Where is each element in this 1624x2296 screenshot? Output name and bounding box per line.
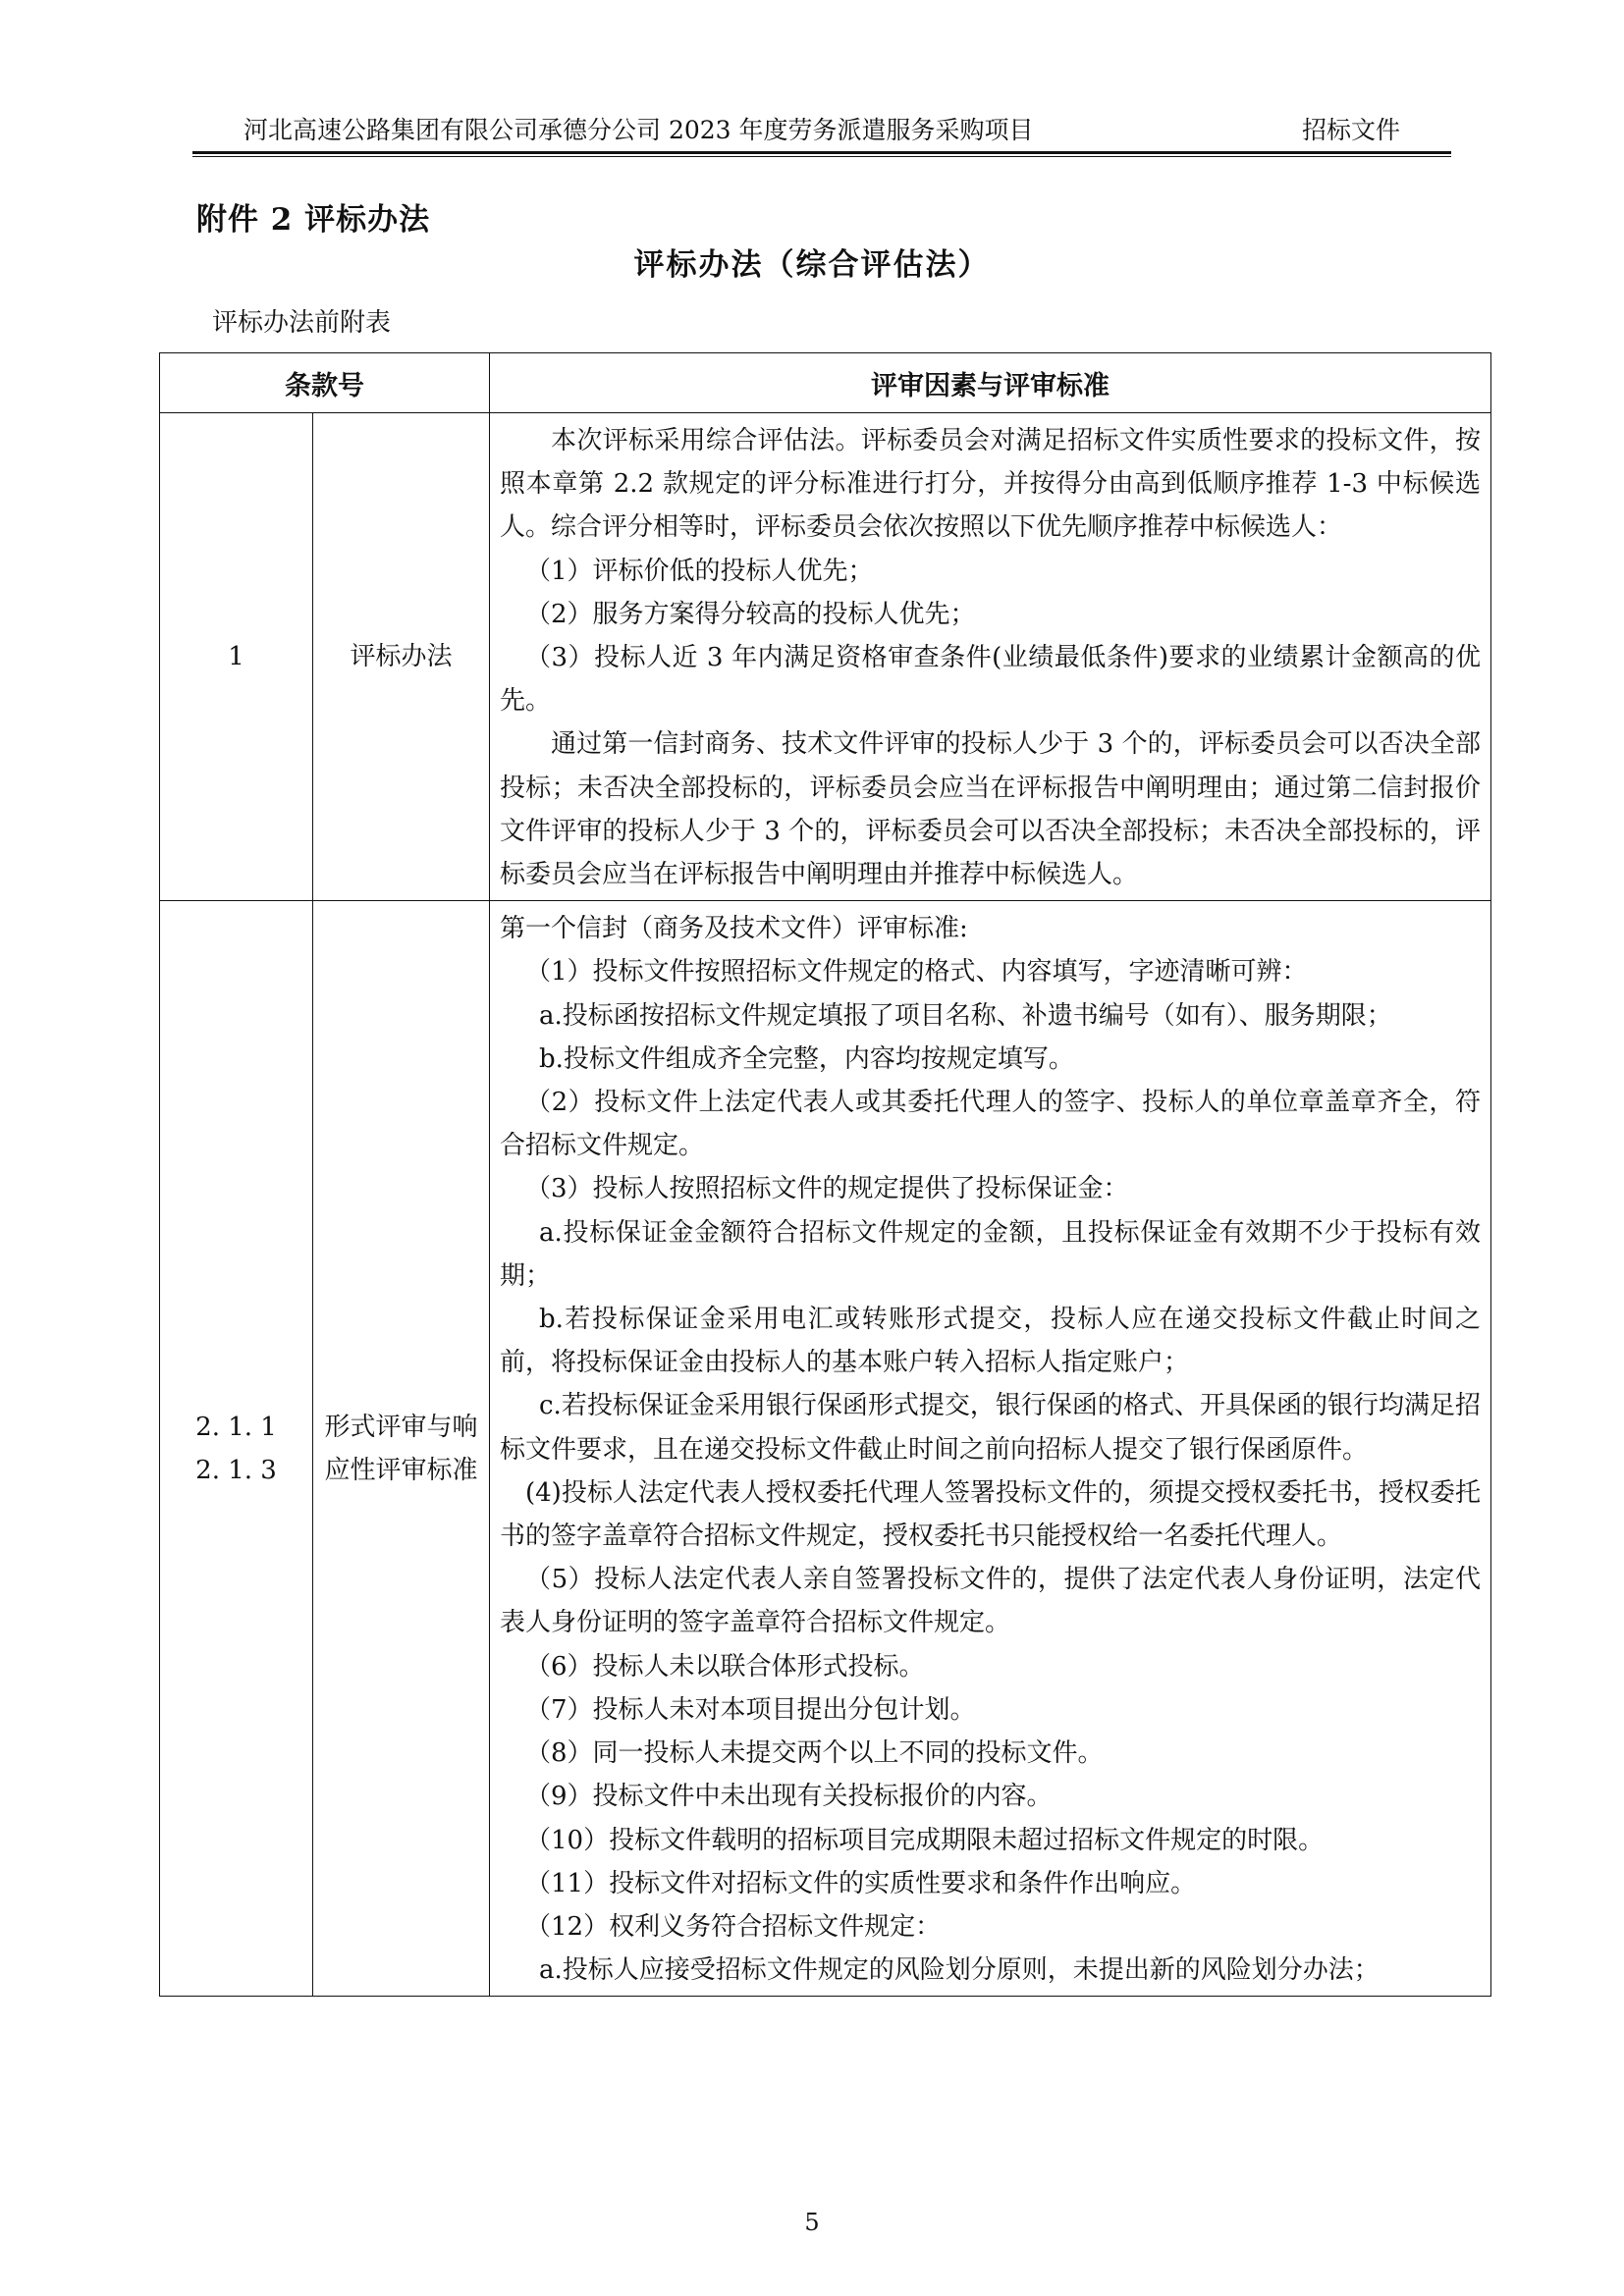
page-number: 5 [804, 2209, 820, 2236]
criteria-paragraph: 通过第一信封商务、技术文件评审的投标人少于 3 个的，评标委员会可以否决全部投标；未否决全部投标的，评标委员会应当在评标报告中阐明理由；通过第二信封报价文件评审的投标人少于 3 个的，评标委员会可以否决全部投标；未否决全部投标的，评标委员会应当在评标报告中阐明理由并推荐中标候选人。 [500, 729, 1481, 890]
criteria-paragraph: （2）投标文件上法定代表人或其委托代理人的签字、投标人的单位章盖章齐全，符合招标文件规定。 [500, 1088, 1481, 1161]
appendix-title: 附件 2 评标办法 [196, 202, 431, 238]
clause-number-line: 2. 1. 3 [195, 1455, 277, 1485]
clause-name: 评标办法 [313, 413, 490, 901]
table-row [160, 413, 1491, 901]
table-header-row [160, 353, 1491, 413]
criteria-paragraph: （9）投标文件中未出现有关投标报价的内容。 [525, 1782, 1053, 1812]
criteria-paragraph: （1）评标价低的投标人优先； [525, 556, 874, 586]
criteria-paragraph: （3）投标人近 3 年内满足资格审查条件(业绩最低条件)要求的业绩累计金额高的优先。 [500, 643, 1481, 717]
clause-number-header: 条款号 [160, 353, 490, 413]
criteria-paragraph: （5）投标人法定代表人亲自签署投标文件的，提供了法定代表人身份证明，法定代表人身份证明的签字盖章符合招标文件规定。 [500, 1565, 1481, 1638]
criteria-paragraph: （1）投标文件按照招标文件规定的格式、内容填写，字迹清晰可辨： [525, 957, 1308, 988]
criteria-paragraph: 第一个信封（商务及技术文件）评审标准: [500, 914, 968, 944]
header-project-title: 河北高速公路集团有限公司承德分公司 2023 年度劳务派遣服务采购项目 [244, 116, 1034, 144]
table-caption: 评标办法前附表 [212, 308, 392, 338]
clause-number: 1 [160, 413, 313, 901]
criteria-paragraph: （6）投标人未以联合体形式投标。 [525, 1651, 925, 1682]
criteria-paragraph: （3）投标人按照招标文件的规定提供了投标保证金： [525, 1174, 1129, 1204]
criteria-paragraph: 本次评标采用综合评估法。评标委员会对满足招标文件实质性要求的投标文件，按照本章第 2.2 款规定的评分标准进行打分，并按得分由高到低顺序推荐 1-3 中标候选人。综合评分相等时，评标委员会依次按照以下优先顺序推荐中标候选人： [500, 426, 1481, 543]
running-header [192, 110, 1451, 151]
clause-number [160, 901, 313, 1997]
criteria-paragraph: c.若投标保证金采用银行保函形式提交，银行保函的格式、开具保函的银行均满足招标文件要求，且在递交投标文件截止时间之前向招标人提交了银行保函原件。 [500, 1391, 1481, 1465]
criteria-cell [490, 901, 1491, 1997]
criteria-paragraph: a.投标人应接受招标文件规定的风险划分原则，未提出新的风险划分办法； [539, 1955, 1380, 1986]
criteria-paragraph: （8）同一投标人未提交两个以上不同的投标文件。 [525, 1738, 1104, 1769]
criteria-header: 评审因素与评审标准 [490, 353, 1491, 413]
header-document-type: 招标文件 [1301, 116, 1400, 144]
criteria-paragraph: （12）权利义务符合招标文件规定： [525, 1911, 942, 1942]
clause-number-line: 2. 1. 1 [195, 1412, 277, 1442]
evaluation-table [159, 352, 1491, 1997]
page-title: 评标办法（综合评估法） [633, 247, 991, 283]
criteria-paragraph: （7）投标人未对本项目提出分包计划。 [525, 1694, 976, 1725]
header-rule-thick [192, 151, 1451, 154]
header-rule-thin [192, 156, 1451, 157]
criteria-paragraph: （2）服务方案得分较高的投标人优先； [525, 599, 976, 629]
criteria-paragraph: a.投标保证金金额符合招标文件规定的金额，且投标保证金有效期不少于投标有效期； [500, 1217, 1481, 1291]
criteria-paragraph: （11）投标文件对招标文件的实质性要求和条件作出响应。 [525, 1868, 1197, 1898]
criteria-paragraph: b.投标文件组成齐全完整，内容均按规定填写。 [539, 1043, 1074, 1074]
table-row [160, 901, 1491, 1997]
criteria-paragraph: (4)投标人法定代表人授权委托代理人签署投标文件的，须提交授权委托书，授权委托书的签字盖章符合招标文件规定，授权委托书只能授权给一名委托代理人。 [500, 1477, 1481, 1552]
criteria-paragraph: （10）投标文件载明的招标项目完成期限未超过招标文件规定的时限。 [525, 1825, 1325, 1855]
criteria-cell [490, 413, 1491, 901]
clause-name: 形式评审与响应性评审标准 [313, 901, 490, 1997]
criteria-paragraph: a.投标函按招标文件规定填报了项目名称、补遗书编号（如有）、服务期限； [539, 1000, 1392, 1031]
criteria-paragraph: b.若投标保证金采用电汇或转账形式提交，投标人应在递交投标文件截止时间之前，将投标保证金由投标人的基本账户转入招标人指定账户； [500, 1305, 1481, 1378]
